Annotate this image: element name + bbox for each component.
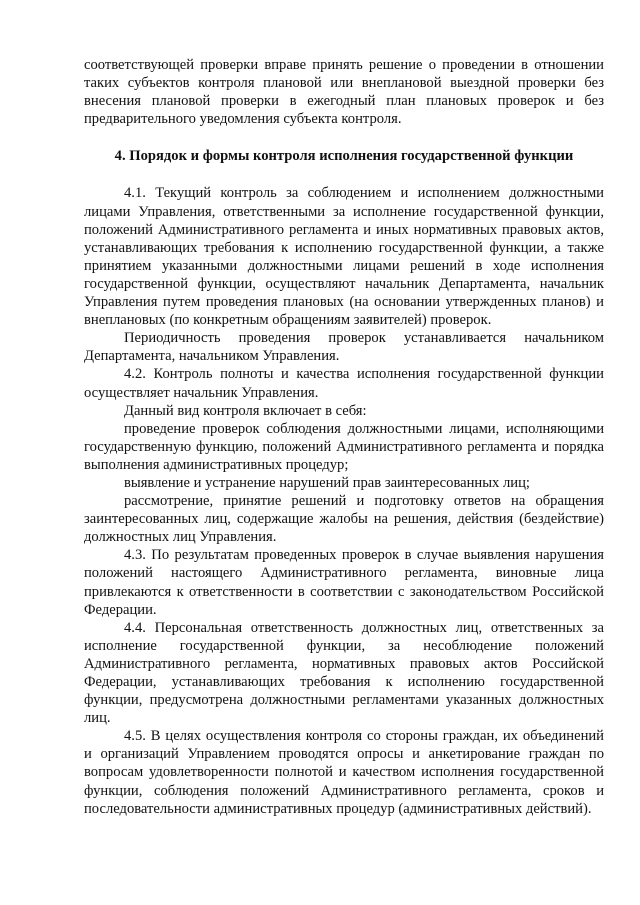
paragraph-4-2: 4.2. Контроль полноты и качества исполнения государственной функции осуществляет начальник Управления. <box>84 366 604 401</box>
list-item-complaints: рассмотрение, принятие решений и подготовку ответов на обращения заинтересованных лиц, содержащие жалобы на решения, действия (бездействие) должностных лиц Управления. <box>84 493 604 546</box>
list-item-inspections: проведение проверок соблюдения должностными лицами, исполняющими государственную функцию, положений Административного регламента и порядка выполнения административных процедур; <box>84 420 604 473</box>
intro-paragraph: соответствующей проверки вправе принять решение о проведении в отношении таких субъектов контроля плановой или внеплановой выездной проверки без внесения плановой проверки в ежегодный план плановых проверок и без предварительного уведомления субъекта контроля. <box>84 57 604 128</box>
paragraph-control-includes: Данный вид контроля включает в себя: <box>124 402 367 419</box>
paragraph-4-4: 4.4. Персональная ответственность должностных лиц, ответственных за исполнение государственной функции, за несоблюдение положений Административного регламента, нормативных правовых актов Российской Федерации, устанавливающих требования к исполнению государственной функции, предусмотрена должностными регламентами указанных должностных лиц. <box>84 619 604 727</box>
paragraph-4-1: 4.1. Текущий контроль за соблюдением и исполнением должностными лицами Управления, ответственными за исполнение государственной функции, положений Административного регламента и иных нормативных правовых актов, устанавливающих требования к исполнению государственной функции, а также принятием указанными должностными лицами решений в ходе исполнения государственной функции, осуществляют начальник Департамента, начальник Управления путем проведения плановых (на основании утвержденных планов) и внеплановых (по конкретным обращениям заявителей) проверок. <box>84 185 604 329</box>
paragraph-periodicity: Периодичность проведения проверок устанавливается начальником Департамента, начальником Управления. <box>84 330 604 365</box>
document-page <box>84 56 604 818</box>
paragraph-4-3: 4.3. По результатам проведенных проверок в случае выявления нарушения положений настоящего Административного регламента, виновные лица привлекаются к ответственности в соответствии с законодательством Российской Федерации. <box>84 547 604 618</box>
paragraph-4-5: 4.5. В целях осуществления контроля со стороны граждан, их объединений и организаций Управлением проводятся опросы и анкетирование граждан по вопросам удовлетворенности полнотой и качеством исполнения государственной функции, соблюдения положений Административного регламента, сроков и последовательности административных процедур (административных действий). <box>84 728 604 817</box>
section-heading: 4. Порядок и формы контроля исполнения государственной функции <box>114 148 574 165</box>
list-item-violations: выявление и устранение нарушений прав заинтересованных лиц; <box>124 474 530 491</box>
